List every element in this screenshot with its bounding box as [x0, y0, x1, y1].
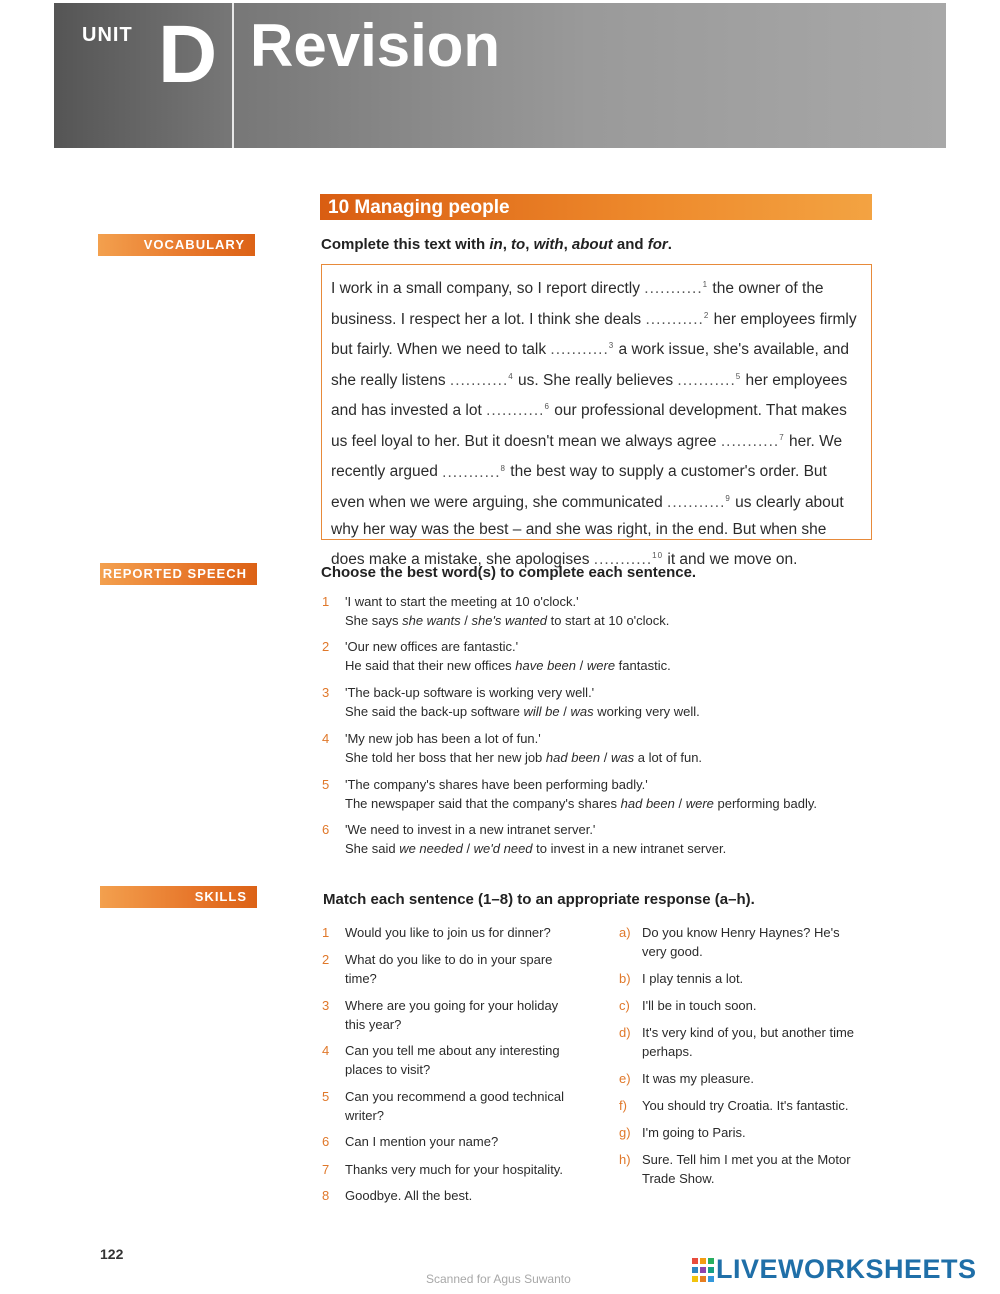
liveworksheets-grid-icon — [692, 1258, 714, 1284]
option[interactable]: we'd need — [473, 840, 533, 856]
skills-response-b[interactable]: b) I play tennis a lot. — [619, 971, 744, 986]
unit-letter: D — [158, 9, 218, 100]
gap-8[interactable]: ...........$^8$ — [442, 463, 506, 481]
skills-response-g[interactable]: g) I'm going to Paris. — [619, 1125, 746, 1140]
skills-sentence-2[interactable]: 2 What do you like to do in your spare time? — [322, 952, 553, 986]
skills-sentence-6[interactable]: 6 Can I mention your name? — [322, 1134, 499, 1149]
skills-response-h[interactable]: h) Sure. Tell him I met you at the Motor Trade Show. — [619, 1152, 851, 1186]
reported-speech-instruction: Choose the best word(s) to complete each sentence. — [321, 564, 697, 581]
skills-sentence-1[interactable]: 1 Would you like to join us for dinner? — [322, 925, 551, 940]
option[interactable]: she wants — [402, 612, 461, 628]
option[interactable]: had been — [620, 795, 675, 811]
skills-instruction: Match each sentence (1–8) to an appropriate response (a–h). — [323, 891, 755, 908]
option[interactable]: was — [570, 703, 594, 719]
skills-label: SKILLS — [100, 886, 257, 908]
skills-response-e[interactable]: e) It was my pleasure. — [619, 1071, 754, 1086]
reported-speech-item-2: 2 'Our new offices are fantastic.' He said that their new offices have been / were fantastic. — [322, 639, 671, 673]
option[interactable]: we needed — [399, 840, 463, 856]
skills-sentence-8[interactable]: 8 Goodbye. All the best. — [322, 1188, 473, 1203]
gap-fill-text-box: I work in a small company, so I report directly ...........$^1$ the owner of the business. I respect her a lot. I think she deals ...........$^2$ her employees firmly but fairly. When we need to talk ...........$^3$ a work issue, she's available, and she really listens ...........$^4$ us. She really believes ...........$^5$ her employees and has invested a lot ...........$^6$ our professional development. That makes us feel loyal to her. But it doesn't mean we always agree ...........$^7$ her. We recently argued ...........$^8$ the best way to supply a customer's order. But even when we were arguing, she communicated ...........$^9$ us clearly about why her way was the best – and she was right, in the end. But when she does make a mistake, she apologises ...........$^{10}$ it and we move on. — [321, 264, 872, 540]
vocabulary-instruction: Complete this text with in, to, with, about and for. — [321, 236, 672, 253]
page-number: 122 — [100, 1246, 124, 1262]
section-title: 10 Managing people — [328, 197, 510, 218]
skills-sentence-7[interactable]: 7 Thanks very much for your hospitality. — [322, 1162, 563, 1177]
reported-speech-item-6: 6 'We need to invest in a new intranet server.' She said we needed / we'd need to invest in a new intranet server. — [322, 822, 727, 856]
option[interactable]: will be — [523, 703, 560, 719]
unit-label: UNIT — [82, 24, 133, 46]
reported-speech-item-4: 4 'My new job has been a lot of fun.' She told her boss that her new job had been / was a lot of fun. — [322, 731, 703, 765]
skills-response-d[interactable]: d) It's very kind of you, but another time perhaps. — [619, 1025, 855, 1059]
skills-response-c[interactable]: c) I'll be in touch soon. — [619, 998, 757, 1013]
banner-divider — [232, 3, 234, 148]
gap-5[interactable]: ...........$^5$ — [677, 371, 742, 389]
liveworksheets-logo-text: LIVEWORKSHEETS — [716, 1254, 977, 1284]
skills-sentence-4[interactable]: 4 Can you tell me about any interesting places to visit? — [322, 1043, 560, 1077]
gap-6[interactable]: ...........$^6$ — [486, 402, 550, 420]
reported-speech-item-1: 1 'I want to start the meeting at 10 o'clock.' She says she wants / she's wanted to start at 10 o'clock. — [322, 594, 670, 628]
option[interactable]: were — [685, 795, 714, 811]
scan-credit: Scanned for Agus Suwanto — [426, 1272, 571, 1286]
gap-1[interactable]: ...........$^1$ — [644, 280, 709, 298]
gap-7[interactable]: ...........$^7$ — [720, 432, 785, 450]
reported-speech-label: REPORTED SPEECH — [100, 563, 257, 585]
gap-9[interactable]: ...........$^9$ — [667, 493, 731, 512]
section-title-bar — [320, 194, 872, 220]
skills-response-f[interactable]: f) You should try Croatia. It's fantastic. — [619, 1098, 849, 1113]
vocabulary-label: VOCABULARY — [98, 234, 255, 256]
option[interactable]: was — [610, 749, 635, 765]
skills-sentence-3[interactable]: 3 Where are you going for your holiday this year? — [322, 998, 559, 1032]
reported-speech-item-5: 5 'The company's shares have been performing badly.' The newspaper said that the company's shares had been / were performing badly. — [322, 777, 817, 811]
option[interactable]: had been — [545, 749, 601, 765]
reported-speech-item-3: 3 'The back-up software is working very well.' She said the back-up software will be / was working very well. — [322, 685, 700, 719]
gap-4[interactable]: ...........$^4$ — [449, 371, 514, 389]
option[interactable]: were — [586, 657, 616, 673]
gap-10[interactable]: ...........$^{10}$ — [593, 550, 664, 569]
gap-3[interactable]: ...........$^3$ — [550, 341, 615, 359]
gap-2[interactable]: ...........$^2$ — [645, 310, 710, 328]
option[interactable]: have been — [515, 657, 577, 673]
skills-sentence-5[interactable]: 5 Can you recommend a good technical writer? — [322, 1089, 564, 1123]
page-title: Revision — [250, 12, 501, 79]
option[interactable]: she's wanted — [471, 612, 547, 628]
skills-response-a[interactable]: a) Do you know Henry Haynes? He's very good. — [619, 925, 840, 959]
